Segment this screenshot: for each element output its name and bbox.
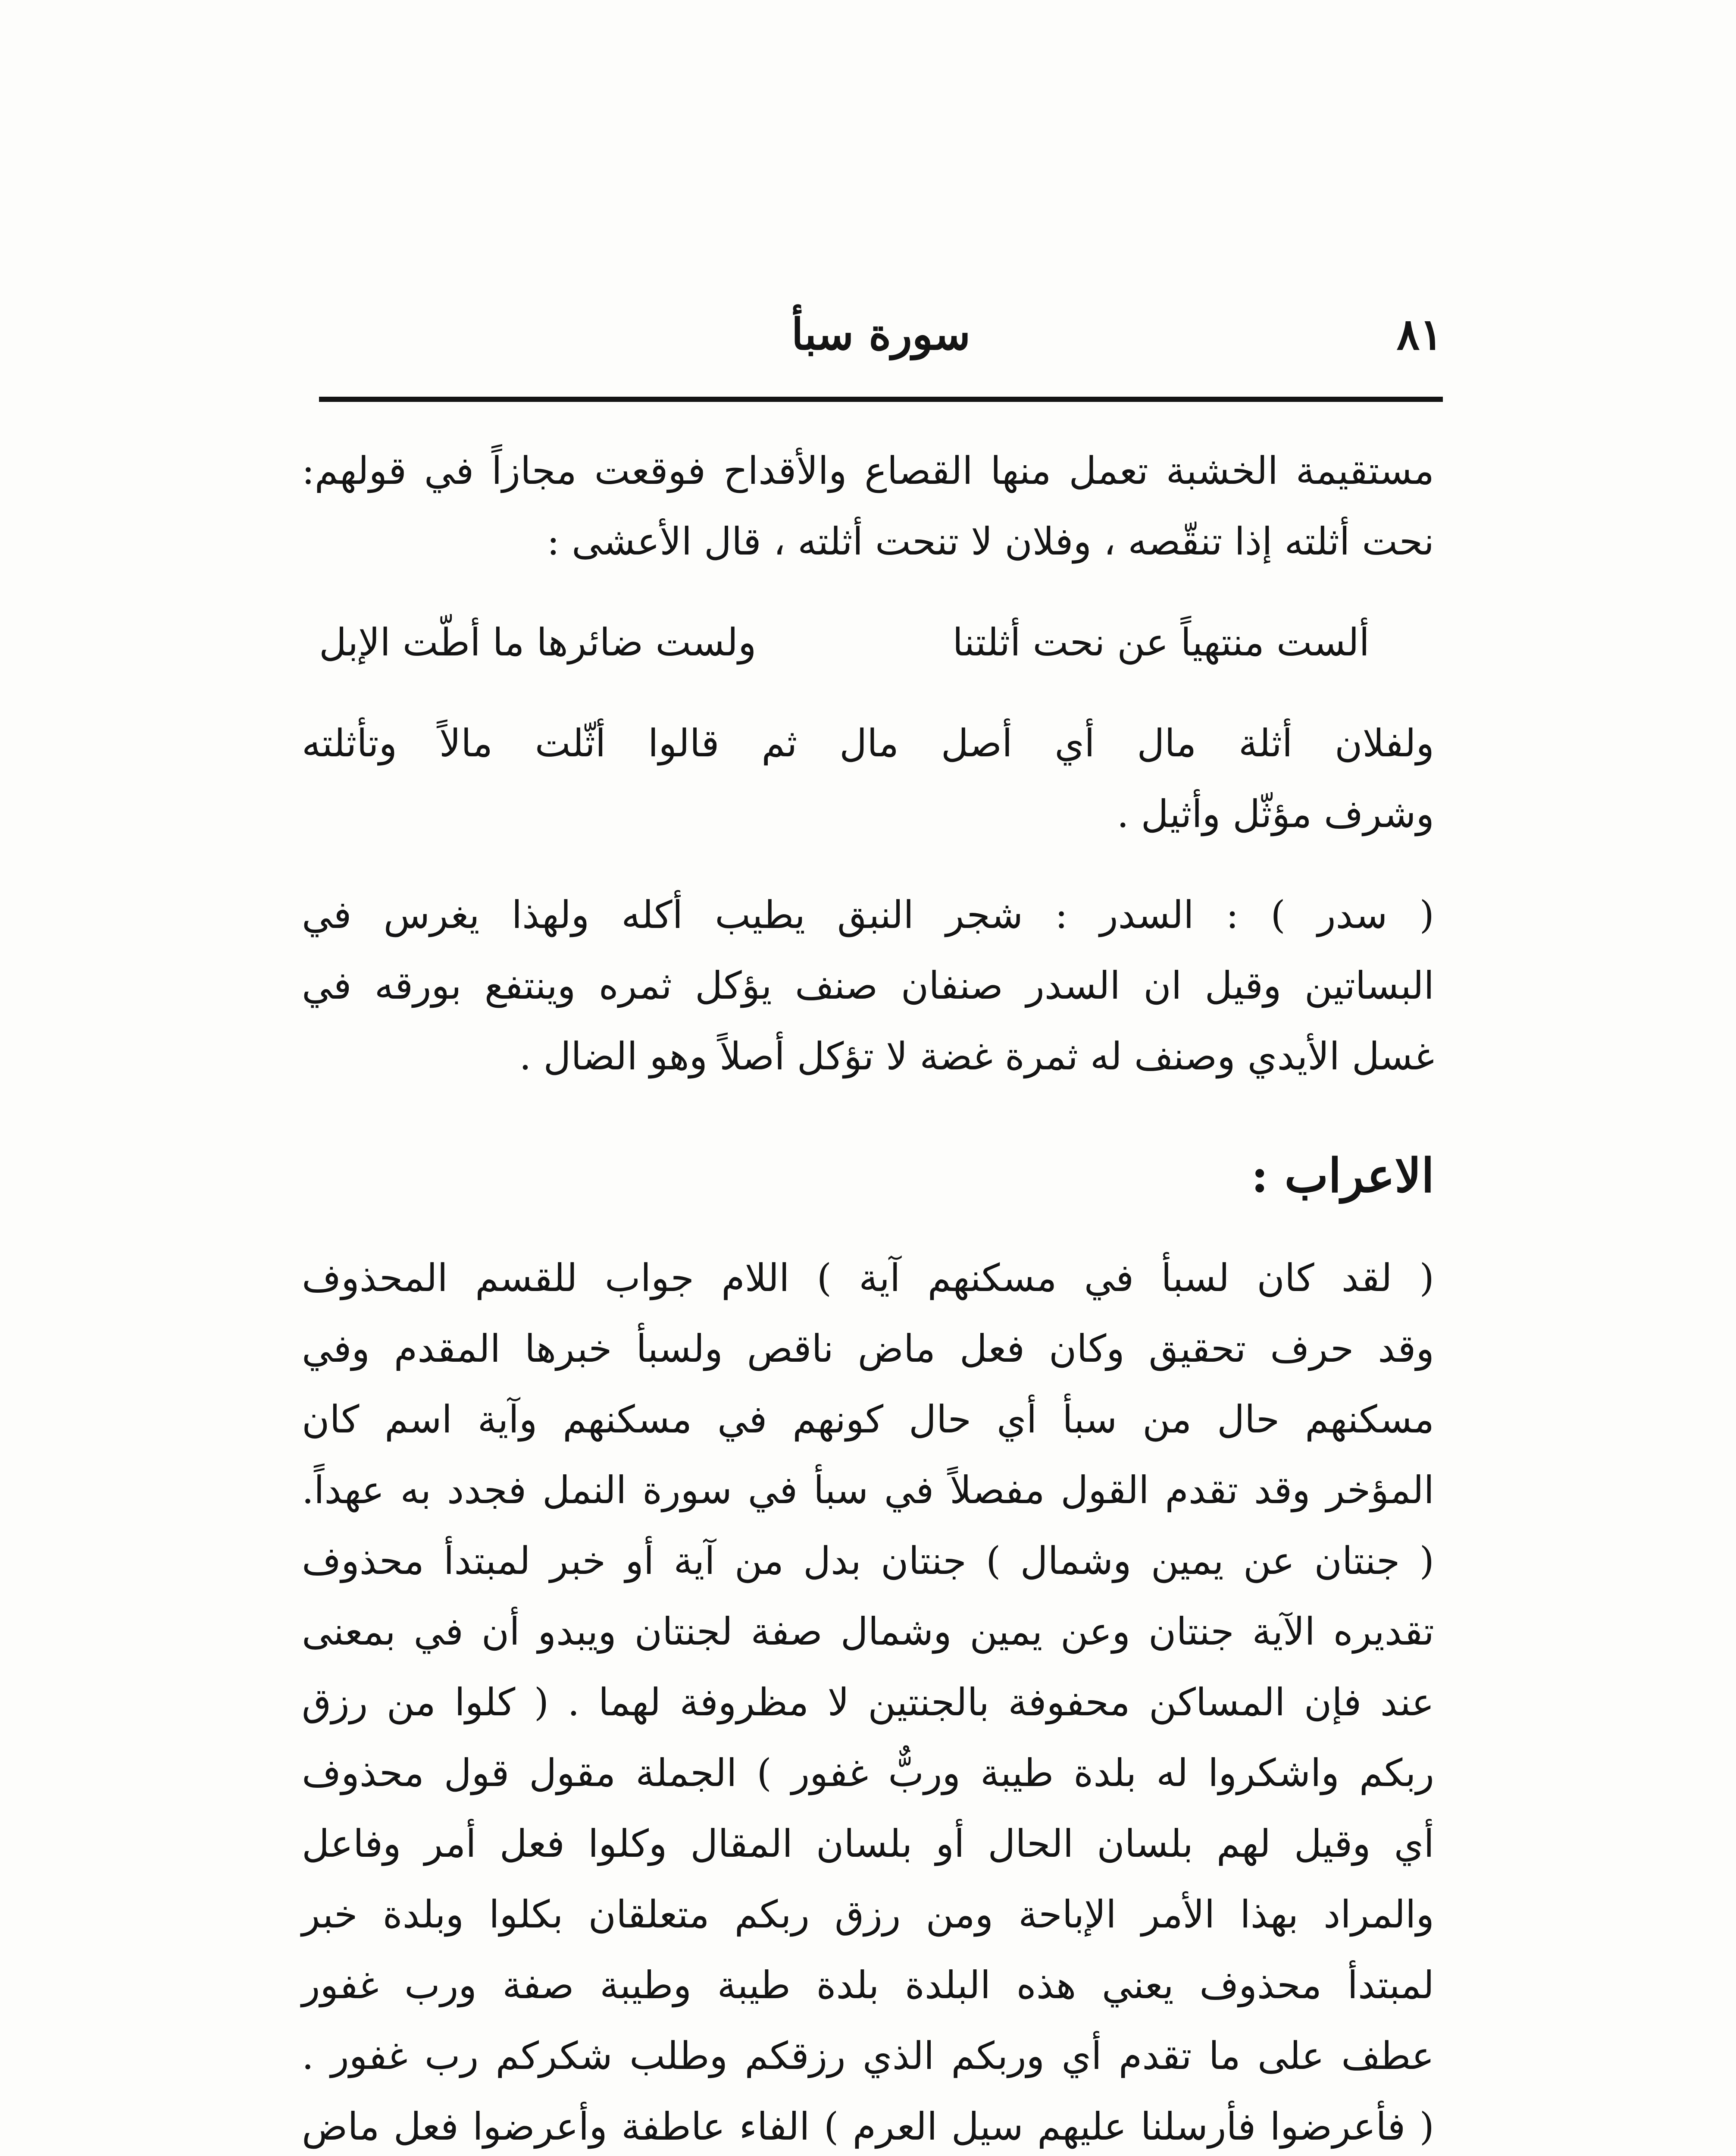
paragraph-athla	[302, 708, 1434, 849]
text-line: ( لقد كان لسبأ في مسكنهم آية ) اللام جواب للقسم المحذوف	[302, 1256, 1434, 1300]
text-line: وشرف مؤثّل وأثيل .	[1117, 792, 1434, 836]
page-number: ٨١	[1396, 309, 1443, 360]
section-heading: الاعراب :	[1251, 1149, 1434, 1203]
text-line: وقد حرف تحقيق وكان فعل ماض ناقص ولسبأ خبرها المقدم وفي	[302, 1326, 1434, 1371]
page-body	[302, 436, 1434, 2156]
text-line: مستقيمة الخشبة تعمل منها القصاع والأقداح فوقعت مجازاً في قولهم:	[302, 448, 1434, 493]
text-line: تقديره الآية جنتان وعن يمين وشمال صفة لجنتان ويبدو أن في بمعنى	[302, 1609, 1434, 1654]
text-line: ( جنتان عن يمين وشمال ) جنتان بدل من آية أو خبر لمبتدأ محذوف	[302, 1539, 1434, 1583]
text-line: أي وقيل لهم بلسان الحال أو بلسان المقال وكلوا فعل أمر وفاعل	[302, 1821, 1434, 1866]
text-line: مسكنهم حال من سبأ أي حال كونهم في مسكنهم وآية اسم كان	[302, 1397, 1434, 1442]
text-line: البساتين وقيل ان السدر صنفان صنف يؤكل ثمره وينتفع بورقه في	[302, 963, 1434, 1008]
text-line: ( سدر ) : السدر : شجر النبق يطيب أكله ولهذا يغرس في	[302, 893, 1434, 937]
page-header	[319, 302, 1443, 375]
paragraph-sidr	[302, 880, 1434, 1092]
text-line: المؤخر وقد تقدم القول مفصلاً في سبأ في سورة النمل فجدد به عهداً.	[302, 1468, 1434, 1512]
text-line: نحت أثلته إذا تنقّصه ، وفلان لا تنحت أثلته ، قال الأعشى :	[547, 519, 1434, 564]
verse-first-hemistich: ألست منتهياً عن نحت أثلتنا	[952, 620, 1370, 664]
paragraph-irab	[302, 1243, 1434, 2156]
running-title: سورة سبأ	[791, 309, 971, 360]
header-rule	[319, 397, 1443, 402]
text-line: والمراد بهذا الأمر الإباحة ومن رزق ربكم متعلقان بكلوا وبلدة خبر	[302, 1892, 1434, 1937]
text-line: ربكم واشكروا له بلدة طيبة وربٌّ غفور ) الجملة مقول قول محذوف	[302, 1751, 1434, 1795]
text-line: لمبتدأ محذوف يعني هذه البلدة بلدة طيبة وطيبة صفة ورب غفور	[302, 1963, 1434, 2007]
poetry-verse	[302, 607, 1434, 678]
text-line: غسل الأيدي وصنف له ثمرة غضة لا تؤكل أصلاً وهو الضال .	[519, 1034, 1434, 1078]
paragraph-intro	[302, 436, 1434, 577]
text-line: عند فإن المساكن محفوفة بالجنتين لا مظروفة لهما . ( كلوا من رزق	[302, 1680, 1434, 1724]
text-line: عطف على ما تقدم أي وربكم الذي رزقكم وطلب شكركم رب غفور .	[302, 2034, 1434, 2078]
text-line: ( فأعرضوا فأرسلنا عليهم سيل العرم ) الفاء عاطفة وأعرضوا فعل ماض	[302, 2104, 1434, 2149]
verse-second-hemistich: ولست ضائرها ما أطّت الإبل	[319, 620, 757, 664]
text-line: ولفلان أثلة مال أي أصل مال ثم قالوا أثّلت مالاً وتأثلته	[302, 721, 1434, 765]
